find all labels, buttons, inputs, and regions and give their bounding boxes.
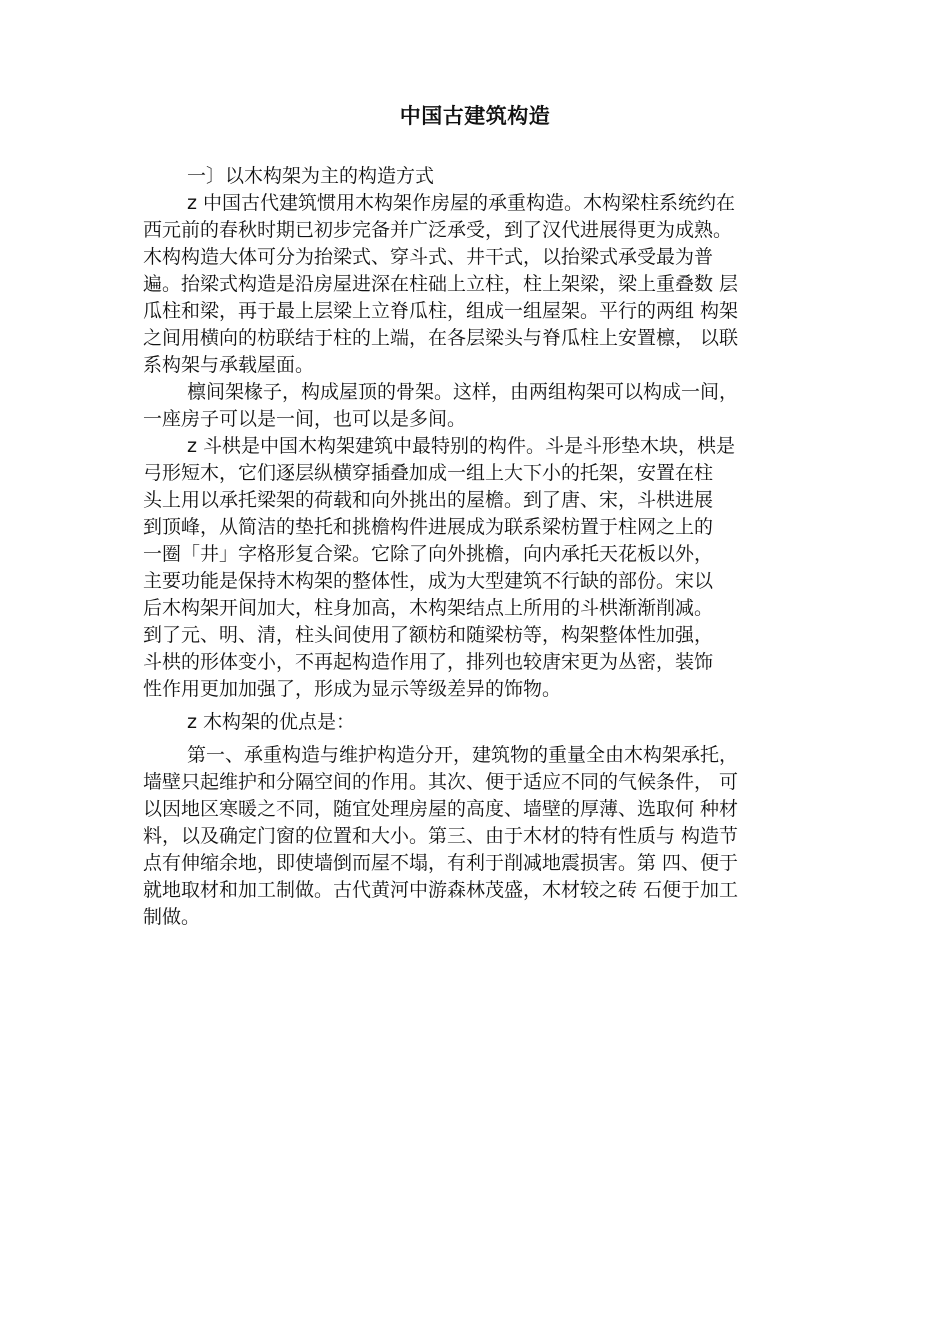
- text-line: 西元前的春秋时期已初步完备并广泛承受，到了汉代进展得更为成熟。: [143, 219, 733, 241]
- text-line: 就地取材和加工制做。古代黄河中游森林茂盛，木材较之砖 石便于加工: [143, 879, 739, 901]
- text-line: 遍。抬梁式构造是沿房屋进深在柱础上立柱，柱上架梁，梁上重叠数 层: [143, 273, 739, 295]
- document-title: 中国古建筑构造: [399, 104, 551, 128]
- text-line: 制做。: [143, 906, 201, 928]
- document-body: [143, 163, 823, 931]
- text-line: z 木构架的优点是：: [187, 711, 356, 733]
- text-line: 瓜柱和梁，再于最上层梁上立脊瓜柱，组成一组屋架。平行的两组 构架: [143, 300, 739, 322]
- text-line: 墙壁只起维护和分隔空间的作用。其次、便于适应不同的气候条件， 可: [143, 771, 739, 793]
- text-line: 头上用以承托梁架的荷载和向外挑出的屋檐。到了唐、宋，斗栱进展: [143, 489, 714, 511]
- text-line: z 中国古代建筑惯用木构架作房屋的承重构造。木构梁柱系统约在: [187, 192, 736, 214]
- paragraph-dougong: [143, 433, 823, 703]
- text-line: 到顶峰，从简洁的垫托和挑檐构件进展成为联系梁枋置于柱网之上的: [143, 516, 714, 538]
- paragraph-heading-wood-frame: [143, 163, 823, 190]
- text-line: 点有伸缩余地，即使墙倒而屋不塌，有利于削减地震损害。第 四、便于: [143, 852, 739, 874]
- paragraph-roof-frame: [143, 379, 823, 433]
- paragraph-advantages: [143, 742, 823, 931]
- text-line: 一圈「井」字格形复合梁。它除了向外挑檐，向内承托天花板以外，: [143, 543, 714, 565]
- text-line: 系构架与承载屋面。: [143, 354, 315, 376]
- paragraph-advantages-heading: [143, 709, 823, 736]
- text-line: 一〕以木构架为主的构造方式: [187, 165, 435, 187]
- text-line: 后木构架开间加大，柱身加高，木构架结点上所用的斗栱渐渐削减。: [143, 597, 714, 619]
- text-line: 一座房子可以是一间，也可以是多间。: [143, 408, 467, 430]
- paragraph-wood-frame-structure: [143, 190, 823, 379]
- text-line: 料，以及确定门窗的位置和大小。第三、由于木材的特有性质与 构造节: [143, 825, 739, 847]
- text-line: 木构构造大体可分为抬梁式、穿斗式、井干式，以抬梁式承受最为普: [143, 246, 714, 268]
- text-line: 到了元、明、清，柱头间使用了额枋和随梁枋等，构架整体性加强，: [143, 624, 714, 646]
- text-line: 檩间架椽子，构成屋顶的骨架。这样，由两组构架可以构成一间，: [187, 381, 739, 403]
- text-line: 之间用横向的枋联结于柱的上端，在各层梁头与脊瓜柱上安置檩， 以联: [143, 327, 739, 349]
- text-line: 性作用更加加强了，形成为显示等级差异的饰物。: [143, 678, 562, 700]
- text-line: 弓形短木，它们逐层纵横穿插叠加成一组上大下小的托架，安置在柱: [143, 462, 714, 484]
- text-line: z 斗栱是中国木构架建筑中最特别的构件。斗是斗形垫木块，栱是: [187, 435, 736, 457]
- text-line: 主要功能是保持木构架的整体性，成为大型建筑不行缺的部份。宋以: [143, 570, 714, 592]
- text-line: 第一、承重构造与维护构造分开，建筑物的重量全由木构架承托，: [187, 744, 739, 766]
- text-line: 以因地区寒暖之不同，随宜处理房屋的高度、墙壁的厚薄、选取何 种材: [143, 798, 739, 820]
- text-line: 斗栱的形体变小，不再起构造作用了，排列也较唐宋更为丛密，装饰: [143, 651, 714, 673]
